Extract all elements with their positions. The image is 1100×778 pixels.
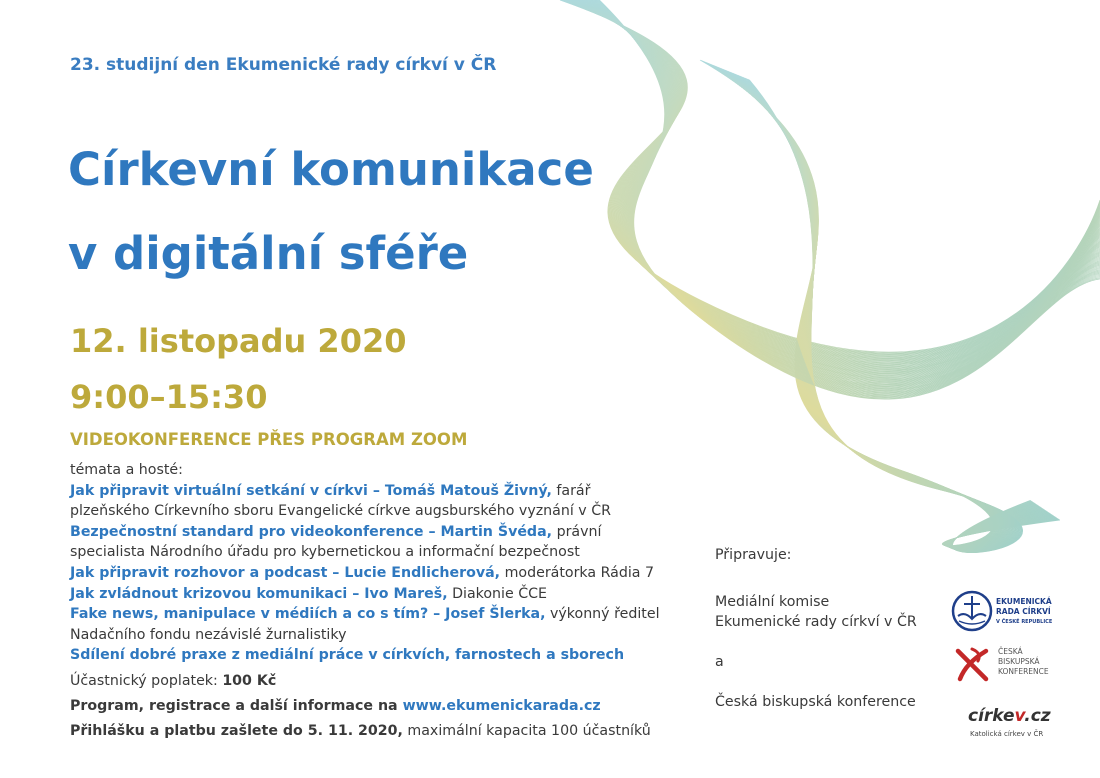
topic-desc: výkonný ředitel Nadačního fondu nezávislé žurnalistiky xyxy=(70,606,660,643)
topic-title: Jak připravit rozhovor a podcast – Lucie Endlicherová, xyxy=(70,564,501,581)
erc-logo xyxy=(950,589,1062,635)
event-time: 9:00–15:30 xyxy=(70,378,268,416)
wordmark-part-b: .cz xyxy=(1024,706,1051,726)
wave-line xyxy=(721,68,1048,548)
wave-line xyxy=(726,70,1045,549)
wave-line xyxy=(716,66,1051,548)
program-info xyxy=(70,698,601,714)
fee-label: Účastnický poplatek: xyxy=(70,673,223,689)
topic-item xyxy=(70,584,670,605)
wave-line xyxy=(713,65,1052,547)
topic-title: Jak připravit virtuální setkání v církvi – Tomáš Matouš Živný, xyxy=(70,482,552,499)
wave-line xyxy=(747,79,1032,552)
cbk-logo-line-3: KONFERENCE xyxy=(998,667,1049,676)
erc-logo-line-3: V ČESKÉ REPUBLICE xyxy=(996,619,1053,625)
topic-desc: Diakonie ČCE xyxy=(447,585,548,602)
wave-line xyxy=(737,75,1038,551)
wave-line xyxy=(726,71,1044,550)
topic-title: Bezpečnostní standard pro videokonference – Martin Švéda, xyxy=(70,523,553,540)
wave-line xyxy=(731,72,1042,550)
wave-line xyxy=(704,62,1057,546)
wave-line xyxy=(709,64,1054,547)
wave-line xyxy=(711,64,1054,547)
topic-title: Sdílení dobré praxe z mediální práce v církvích, farnostech a sborech xyxy=(70,647,625,664)
wave-line xyxy=(731,73,1041,551)
event-subtitle: 23. studijní den Ekumenické rady církví v ČR xyxy=(70,55,497,75)
wave-line xyxy=(742,77,1035,552)
wave-line xyxy=(739,76,1036,551)
event-date: 12. listopadu 2020 xyxy=(70,322,407,360)
wave-line xyxy=(715,66,1051,548)
wave-line xyxy=(717,67,1050,548)
wave-line xyxy=(703,61,1058,546)
erc-logo-line-1: EKUMENICKÁ xyxy=(996,597,1052,606)
erc-logo-line-2: RADA CÍRKVÍ xyxy=(996,607,1051,616)
wave-line xyxy=(748,79,1031,552)
wave-line xyxy=(701,61,1059,546)
wave-line xyxy=(746,79,1032,553)
wave-line xyxy=(749,80,1030,553)
wave-line xyxy=(711,65,1053,548)
cbk-logo-line-2: BISKUPSKÁ xyxy=(998,657,1040,666)
wave-line xyxy=(722,69,1047,549)
wave-line xyxy=(730,72,1042,550)
program-text: Program, registrace a další informace na xyxy=(70,698,403,714)
wave-line xyxy=(744,78,1033,552)
organizer-1-line-1: Mediální komise xyxy=(715,594,830,610)
erc-logo-text xyxy=(996,597,1052,627)
wave-line xyxy=(749,79,1031,552)
deadline-rest: maximální kapacita 100 účastníků xyxy=(402,723,651,739)
wave-line xyxy=(712,65,1053,547)
topic-item xyxy=(70,604,670,645)
organizer-2: Česká biskupská konference xyxy=(715,694,916,710)
wave-line xyxy=(729,72,1042,550)
cbk-logo xyxy=(952,645,1064,685)
website-link[interactable]: www.ekumenickarada.cz xyxy=(402,698,601,714)
and-text: a xyxy=(715,654,724,670)
wave-line xyxy=(719,67,1049,548)
wave-line xyxy=(719,68,1048,549)
wave-line xyxy=(716,67,1050,548)
wave-line xyxy=(710,64,1054,547)
topic-item xyxy=(70,522,670,563)
wave-line xyxy=(709,63,1055,546)
title-line-1: Církevní komunikace xyxy=(68,143,594,196)
wave-line xyxy=(708,63,1055,547)
wave-line xyxy=(738,75,1037,551)
wordmark-part-v: v xyxy=(1014,706,1025,726)
wave-line xyxy=(724,70,1045,549)
wave-line xyxy=(704,61,1058,546)
wave-line xyxy=(739,75,1037,551)
wave-line xyxy=(723,69,1046,549)
cbk-emblem-icon xyxy=(952,645,992,685)
deadline-bold: Přihlášku a platbu zašlete do 5. 11. 2020, xyxy=(70,723,403,739)
wave-line xyxy=(732,73,1041,550)
wave-line xyxy=(700,60,1060,546)
wave-line xyxy=(733,73,1040,550)
wave-line xyxy=(735,74,1039,551)
cbk-logo-text xyxy=(998,647,1049,677)
cirkev-cz-wordmark xyxy=(968,706,1051,726)
organizer-label: Připravuje: xyxy=(715,547,792,563)
wave-line xyxy=(706,62,1057,546)
wave-line xyxy=(714,66,1051,548)
erc-emblem-icon xyxy=(950,589,994,633)
topic-desc: moderátorka Rádia 7 xyxy=(500,564,655,581)
wave-line xyxy=(734,74,1039,551)
wave-line xyxy=(736,75,1038,551)
wave-line xyxy=(721,69,1047,549)
topic-desc: právní specialista Národního úřadu pro kybernetickou a informační bezpečnost xyxy=(70,523,602,561)
fee-value: 100 Kč xyxy=(222,673,277,689)
wave-line xyxy=(745,78,1033,552)
wave-line xyxy=(736,74,1039,550)
wave-line xyxy=(720,68,1048,548)
participation-fee xyxy=(70,673,276,689)
wave-line xyxy=(706,63,1056,547)
wave-line xyxy=(707,63,1056,547)
organizer-1 xyxy=(715,592,917,632)
wave-line xyxy=(729,71,1043,549)
wave-line xyxy=(705,62,1057,546)
wave-line xyxy=(714,65,1052,547)
topics-list xyxy=(70,460,670,666)
wave-line xyxy=(718,67,1049,548)
topic-title: Jak zvládnout krizovou komunikaci – Ivo Mareš, xyxy=(70,585,448,602)
topic-item xyxy=(70,645,670,666)
cirkev-cz-tagline: Katolická církev v ČR xyxy=(970,730,1044,738)
title-line-2: v digitální sféře xyxy=(68,227,469,280)
wave-line xyxy=(727,71,1044,550)
topic-item xyxy=(70,563,670,584)
wave-line xyxy=(743,77,1034,552)
wave-line xyxy=(725,70,1045,549)
topic-desc: farář plzeňského Církevního sboru Evangelické církve augsburského vyznání v ČR xyxy=(70,482,611,520)
wave-line xyxy=(740,76,1036,551)
wave-line xyxy=(702,61,1059,546)
page-title xyxy=(68,128,594,296)
wave-line xyxy=(741,77,1035,552)
wave-line xyxy=(724,69,1046,549)
topic-item xyxy=(70,481,670,522)
wordmark-part-a: círke xyxy=(968,706,1015,726)
wave-line xyxy=(746,78,1033,552)
topics-header: témata a hosté: xyxy=(70,462,183,478)
wave-line xyxy=(701,60,1060,545)
registration-deadline xyxy=(70,723,651,739)
cirkev-cz-logo xyxy=(968,698,1051,742)
event-mode: VIDEOKONFERENCE PŘES PROGRAM ZOOM xyxy=(70,430,468,449)
organizer-1-line-2: Ekumenické rady církví v ČR xyxy=(715,614,917,630)
wave-line xyxy=(744,77,1034,551)
topic-title: Fake news, manipulace v médiích a co s tím? – Josef Šlerka, xyxy=(70,606,546,623)
wave-line xyxy=(728,71,1043,549)
cbk-logo-line-1: ČESKÁ xyxy=(998,647,1023,656)
wave-line xyxy=(741,76,1036,551)
wave-line xyxy=(734,73,1040,550)
